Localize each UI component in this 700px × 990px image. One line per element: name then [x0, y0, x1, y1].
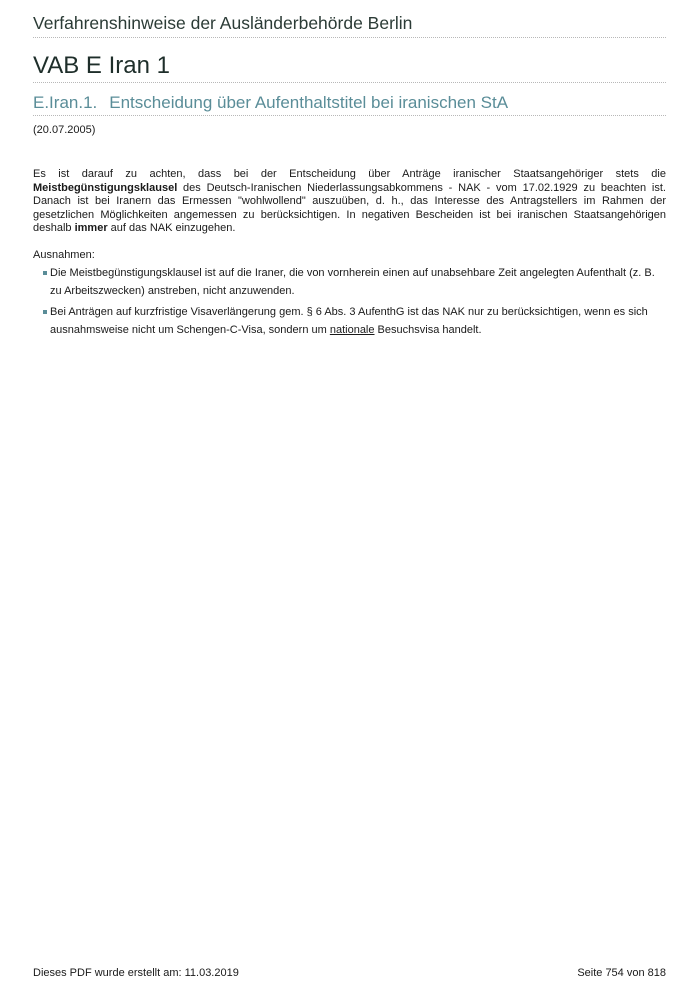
body-text-segment: Es ist darauf zu achten, dass bei der Entscheidung über Anträge iranischer Staatsangehöriger stets die [33, 168, 666, 180]
body-paragraph [33, 168, 666, 236]
body-text-segment: auf das NAK einzugehen. [107, 222, 236, 235]
bold-term-meistbeguenstigungsklausel: Meistbegünstigungsklausel [33, 181, 178, 194]
footer-created-date: Dieses PDF wurde erstellt am: 11.03.2019 [33, 967, 239, 979]
exceptions-label: Ausnahmen: [33, 249, 95, 261]
bullet-square-icon [43, 310, 47, 314]
underlined-term: nationale [329, 324, 375, 336]
footer-page-number: Seite 754 von 818 [577, 967, 666, 979]
section-title: Entscheidung über Aufenthaltstitel bei iranischen StA [109, 93, 509, 112]
page-title: VAB E Iran 1 [33, 52, 666, 83]
running-header: Verfahrenshinweise der Ausländerbehörde Berlin [33, 12, 666, 38]
list-item-text: Die Meistbegünstigungsklausel ist auf die Iraner, die von vornherein einen auf unabsehbare Zeit angelegten Aufenthalt (z. B. zu Arbeitszwecken) anstreben, nicht anzuwenden. [50, 267, 655, 297]
list-item [43, 303, 666, 339]
bullet-square-icon [43, 271, 47, 275]
section-heading [33, 92, 666, 116]
list-item-text: Besuchsvisa handelt. [374, 324, 482, 336]
exceptions-list [43, 264, 666, 342]
section-number: E.Iran.1. [33, 93, 98, 112]
document-date: (20.07.2005) [33, 124, 96, 136]
body-text-segment: des Deutsch-Iranischen Niederlassungsabkommens - NAK - vom 17.02.1929 zu beachten ist. Danach ist bei Iranern das Ermessen "wohlwollend" auszuüben, d. h., das Interesse des Antragstellers im Rahmen der gesetzlichen Möglichkeiten angemessen zu berücksichtigen. In negativen Bescheiden ist bei iranischen Staatsangehörigen deshalb [33, 181, 666, 235]
list-item-text: Bei Anträgen auf kurzfristige Visaverlängerung gem. § 6 Abs. 3 AufenthG ist das NAK nur zu berücksichtigen, wenn es sich ausnahmsweise nicht um Schengen-C-Visa, sondern um [50, 306, 648, 336]
list-item [43, 264, 666, 300]
bold-term-immer: immer [74, 222, 108, 235]
